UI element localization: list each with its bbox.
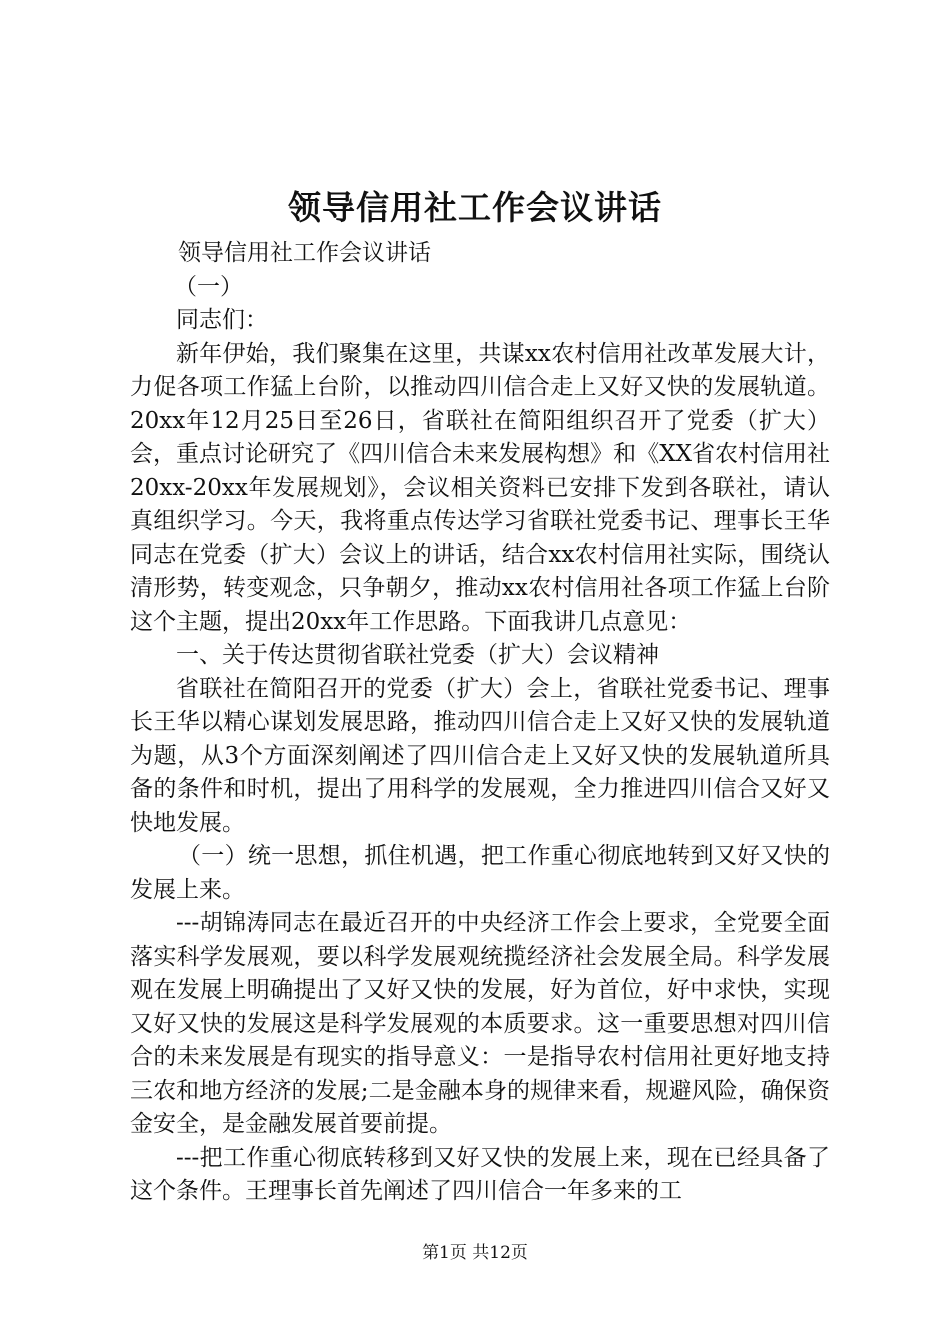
document-title: 领导信用社工作会议讲话	[288, 188, 662, 227]
page-footer: 第1页 共12页	[422, 1243, 528, 1263]
document-body	[130, 237, 830, 1209]
body-paragraph: 新年伊始，我们聚集在这里，共谋xx农村信用社改革发展大计，力促各项工作猛上台阶，以推动四川信合走上又好又快的发展轨道。20xx年12月25日至26日，省联社在简阳组织召开了党委（扩大）会，重点讨论研究了《四川信合未来发展构想》和《XX省农村信用社20xx-20xx年发展规划》，会议相关资料已安排下发到各联社，请认真组织学习。今天，我将重点传达学习省联社党委书记、理事长王华同志在党委（扩大）会议上的讲话，结合xx农村信用社实际，围绕认清形势，转变观念，只争朝夕，推动xx农村信用社各项工作猛上台阶这个主题，提出20xx年工作思路。下面我讲几点意见：	[130, 340, 830, 635]
section-number-paragraph: （一）	[174, 273, 243, 300]
section-heading-paragraph: 一、关于传达贯彻省联社党委（扩大）会议精神	[176, 642, 659, 668]
body-paragraph: ---把工作重心彻底转移到又好又快的发展上来，现在已经具备了这个条件。王理事长首先阐述了四川信合一年多来的工	[130, 1144, 830, 1204]
subsection-heading-paragraph: （一）统一思想，抓住机遇，把工作重心彻底地转到又好又快的发展上来。	[130, 843, 830, 903]
salutation-paragraph: 同志们：	[176, 307, 268, 333]
body-paragraph: ---胡锦涛同志在最近召开的中央经济工作会上要求，全党要全面落实科学发展观，要以科学发展观统揽经济社会发展全局。科学发展观在发展上明确提出了又好又快的发展，好为首位，好中求快，实现又好又快的发展这是科学发展观的本质要求。这一重要思想对四川信合的未来发展是有现实的指导意义：一是指导农村信用社更好地支持三农和地方经济的发展;二是金融本身的规律来看，规避风险，确保资金安全，是金融发展首要前提。	[130, 910, 830, 1137]
subtitle-paragraph: 领导信用社工作会议讲话	[178, 240, 431, 266]
body-paragraph: 省联社在简阳召开的党委（扩大）会上，省联社党委书记、理事长王华以精心谋划发展思路，推动四川信合走上又好又快的发展轨道为题，从3个方面深刻阐述了四川信合走上又好又快的发展轨道所具备的条件和时机，提出了用科学的发展观，全力推进四川信合又好又快地发展。	[130, 675, 830, 836]
